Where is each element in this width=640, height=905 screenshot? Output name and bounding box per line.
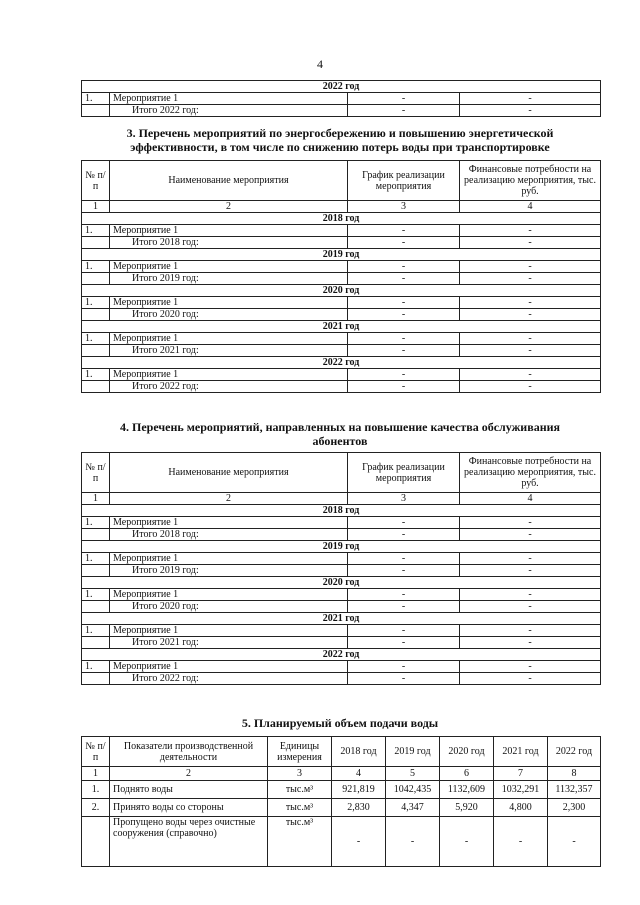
section3-body bbox=[82, 213, 601, 393]
col-finance-header: Финансовые потребности на реализацию мероприятия, тыс. руб. bbox=[460, 161, 601, 201]
table-row: Итого 2019 год: - - bbox=[82, 273, 601, 285]
table-row: 1. Мероприятие 1 - - bbox=[82, 297, 601, 309]
table-row: 1. Мероприятие 1 - - bbox=[82, 369, 601, 381]
table-row: Итого 2022 год: - - bbox=[82, 381, 601, 393]
table-row: 1. Мероприятие 1 - - bbox=[82, 333, 601, 345]
year-row: 2022 год bbox=[82, 81, 601, 93]
year-row: 2019 год bbox=[82, 249, 601, 261]
section5-title: 5. Планируемый объем подачи воды bbox=[241, 716, 439, 730]
col-2022-header: 2022 год bbox=[548, 737, 601, 767]
col-unit-header: Единицы измерения bbox=[268, 737, 332, 767]
year-row: 2021 год bbox=[82, 613, 601, 625]
table-row: Итого 2021 год: - - bbox=[82, 345, 601, 357]
section4-body bbox=[82, 505, 601, 685]
col-name-header: Наименование мероприятия bbox=[110, 161, 348, 201]
year-row: 2021 год bbox=[82, 321, 601, 333]
section4-title: 4. Перечень мероприятий, направленных на повышение качества обслуживания абонентов bbox=[119, 420, 561, 448]
col-finance-header: Финансовые потребности на реализацию мероприятия, тыс. руб. bbox=[460, 453, 601, 493]
col-name-header: Наименование мероприятия bbox=[110, 453, 348, 493]
table-row: Итого 2018 год: - - bbox=[82, 237, 601, 249]
col-2021-header: 2021 год bbox=[494, 737, 548, 767]
table-row: Итого 2020 год: - - bbox=[82, 309, 601, 321]
table-row: 2. Принято воды со стороны тыс.м³ 2,830 4,347 5,920 4,800 2,300 bbox=[82, 799, 601, 817]
year-row: 2020 год bbox=[82, 577, 601, 589]
col-num-header: № п/п bbox=[82, 453, 110, 493]
year-row: 2018 год bbox=[82, 213, 601, 225]
year-row: 2018 год bbox=[82, 505, 601, 517]
table-row: 1. Мероприятие 1 - - bbox=[82, 517, 601, 529]
section5-table: № п/п Показатели производственной деятельности Единицы измерения 2018 год 2019 год 2020 год 2021 год 2022 год 1 2 3 4 5 6 7 8 1. Поднято воды тыс.м³ 921,819 1042,435 1132,609 1032,291 1132,357 2. Принято воды со стороны тыс.м³ 2,830 4,347 5,920 4,800 2,300 Пропущено воды через очистные сооружения (справочно) тыс.м³ - - - - - bbox=[81, 736, 601, 867]
col-schedule-header: График реализации мероприятия bbox=[348, 161, 460, 201]
col-indicator-header: Показатели производственной деятельности bbox=[110, 737, 268, 767]
table-row: Итого 2022 год: - - bbox=[82, 105, 601, 117]
table-row: Итого 2020 год: - - bbox=[82, 601, 601, 613]
table-row: 1. Мероприятие 1 - - bbox=[82, 625, 601, 637]
table-row: 1. Мероприятие 1 - - bbox=[82, 589, 601, 601]
year-row: 2022 год bbox=[82, 357, 601, 369]
year-row: 2020 год bbox=[82, 285, 601, 297]
year-row: 2019 год bbox=[82, 541, 601, 553]
col-2020-header: 2020 год bbox=[440, 737, 494, 767]
section3-title: 3. Перечень мероприятий по энергосбережению и повышению энергетической эффективности, в том числе по снижению потерь воды при транспортировке bbox=[126, 126, 554, 154]
col-schedule-header: График реализации мероприятия bbox=[348, 453, 460, 493]
page-number: 4 bbox=[317, 57, 323, 71]
table-row: Итого 2022 год: - - bbox=[82, 673, 601, 685]
top-table bbox=[81, 80, 601, 117]
table-row: 1. Поднято воды тыс.м³ 921,819 1042,435 1132,609 1032,291 1132,357 bbox=[82, 781, 601, 799]
year-row: 2022 год bbox=[82, 649, 601, 661]
table-row: Итого 2018 год: - - bbox=[82, 529, 601, 541]
table-row: 1. Мероприятие 1 - - bbox=[82, 553, 601, 565]
table-row: 1. Мероприятие 1 - - bbox=[82, 661, 601, 673]
section4-table: № п/п Наименование мероприятия График реализации мероприятия Финансовые потребности на реализацию мероприятия, тыс. руб. 1 2 3 4 2018 год 1. Мероприятие 1 - - Итого 2018 год: - - 2019 год 1. Мероприятие 1 - - Итого 2019 год: - - 2020 год 1. Мероприятие 1 - - Итого 2020 год: - - 2021 год 1. Мероприятие 1 - - Итого 2021 год: - - 2022 год 1. Мероприятие 1 - - Итого 2022 год: - - bbox=[81, 452, 601, 685]
table-row: 1. Мероприятие 1 - - bbox=[82, 93, 601, 105]
section3-table: № п/п Наименование мероприятия График реализации мероприятия Финансовые потребности на реализацию мероприятия, тыс. руб. 1 2 3 4 2018 год 1. Мероприятие 1 - - Итого 2018 год: - - 2019 год 1. Мероприятие 1 - - Итого 2019 год: - - 2020 год 1. Мероприятие 1 - - Итого 2020 год: - - 2021 год 1. Мероприятие 1 - - Итого 2021 год: - - 2022 год 1. Мероприятие 1 - - Итого 2022 год: - - bbox=[81, 160, 601, 393]
table-row: Пропущено воды через очистные сооружения (справочно) тыс.м³ - - - - - bbox=[82, 817, 601, 867]
col-num-header: № п/п bbox=[82, 161, 110, 201]
col-num-header: № п/п bbox=[82, 737, 110, 767]
table-row: Итого 2021 год: - - bbox=[82, 637, 601, 649]
col-2019-header: 2019 год bbox=[386, 737, 440, 767]
table-row: 1. Мероприятие 1 - - bbox=[82, 225, 601, 237]
col-2018-header: 2018 год bbox=[332, 737, 386, 767]
table-row: 1. Мероприятие 1 - - bbox=[82, 261, 601, 273]
table-row: Итого 2019 год: - - bbox=[82, 565, 601, 577]
